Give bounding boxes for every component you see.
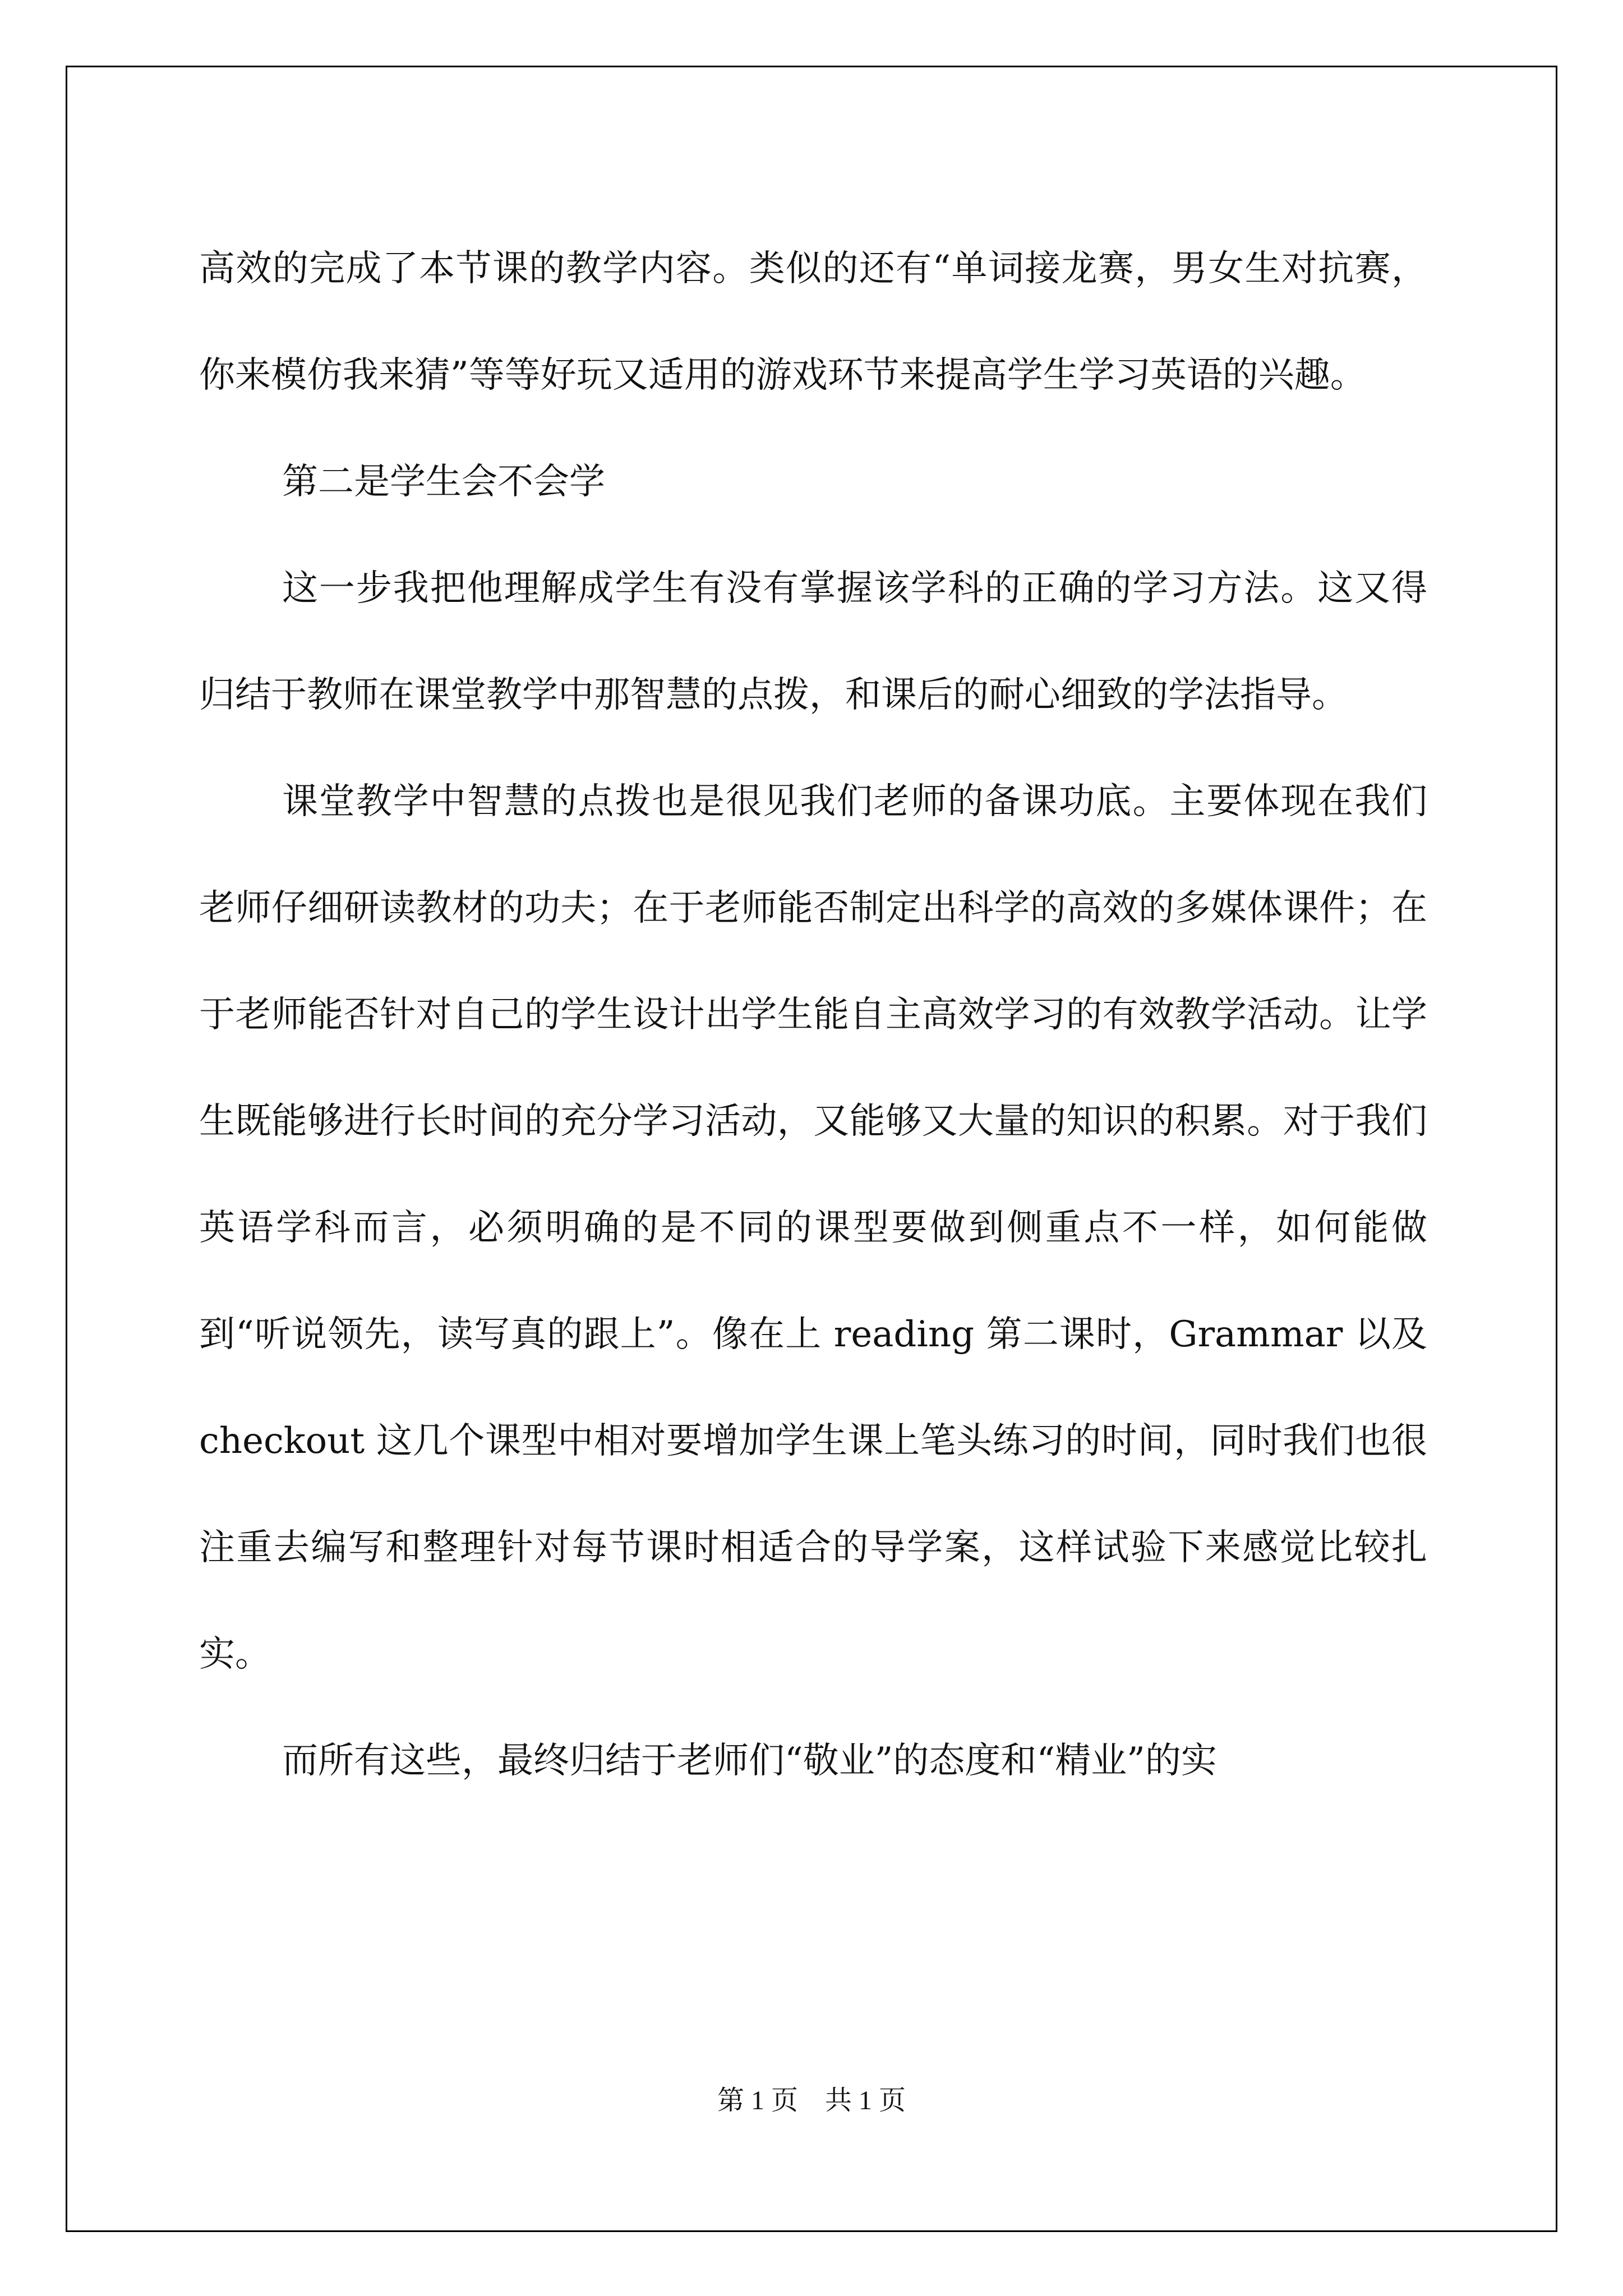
paragraph-1: 高效的完成了本节课的教学内容。类似的还有“单词接龙赛，男女生对抗赛，你来模仿我来猜”等等好玩又适用的游戏环节来提高学生学习英语的兴趣。 xyxy=(199,248,1427,396)
paragraph-5: 而所有这些，最终归结于老师们“敬业”的态度和“精业”的实 xyxy=(282,1740,1217,1782)
document-body xyxy=(199,215,1427,1814)
paragraph-3: 这一步我把他理解成学生有没有掌握该学科的正确的学习方法。这又得归结于教师在课堂教学中那智慧的点拨，和课后的耐心细致的学法指导。 xyxy=(199,568,1427,716)
page-footer: 第 1 页 共 1 页 xyxy=(717,2086,906,2115)
paragraph-heading-2: 第二是学生会不会学 xyxy=(282,461,605,503)
paragraph-4: 课堂教学中智慧的点拨也是很见我们老师的备课功底。主要体现在我们老师仔细研读教材的功夫；在于老师能否制定出科学的高效的多媒体课件；在于老师能否针对自己的学生设计出学生能自主高效学习的有效教学活动。让学生既能够进行长时间的充分学习活动，又能够又大量的知识的积累。对于我们英语学科而言，必须明确的是不同的课型要做到侧重点不一样，如何能做到“听说领先，读写真的跟上”。像在上 reading 第二课时，Grammar 以及 checkout 这几个课型中相对要增加学生课上笔头练习的时间，同时我们也很注重去编写和整理针对每节课时相适合的导学案，这样试验下来感觉比较扎实。 xyxy=(199,781,1427,1675)
